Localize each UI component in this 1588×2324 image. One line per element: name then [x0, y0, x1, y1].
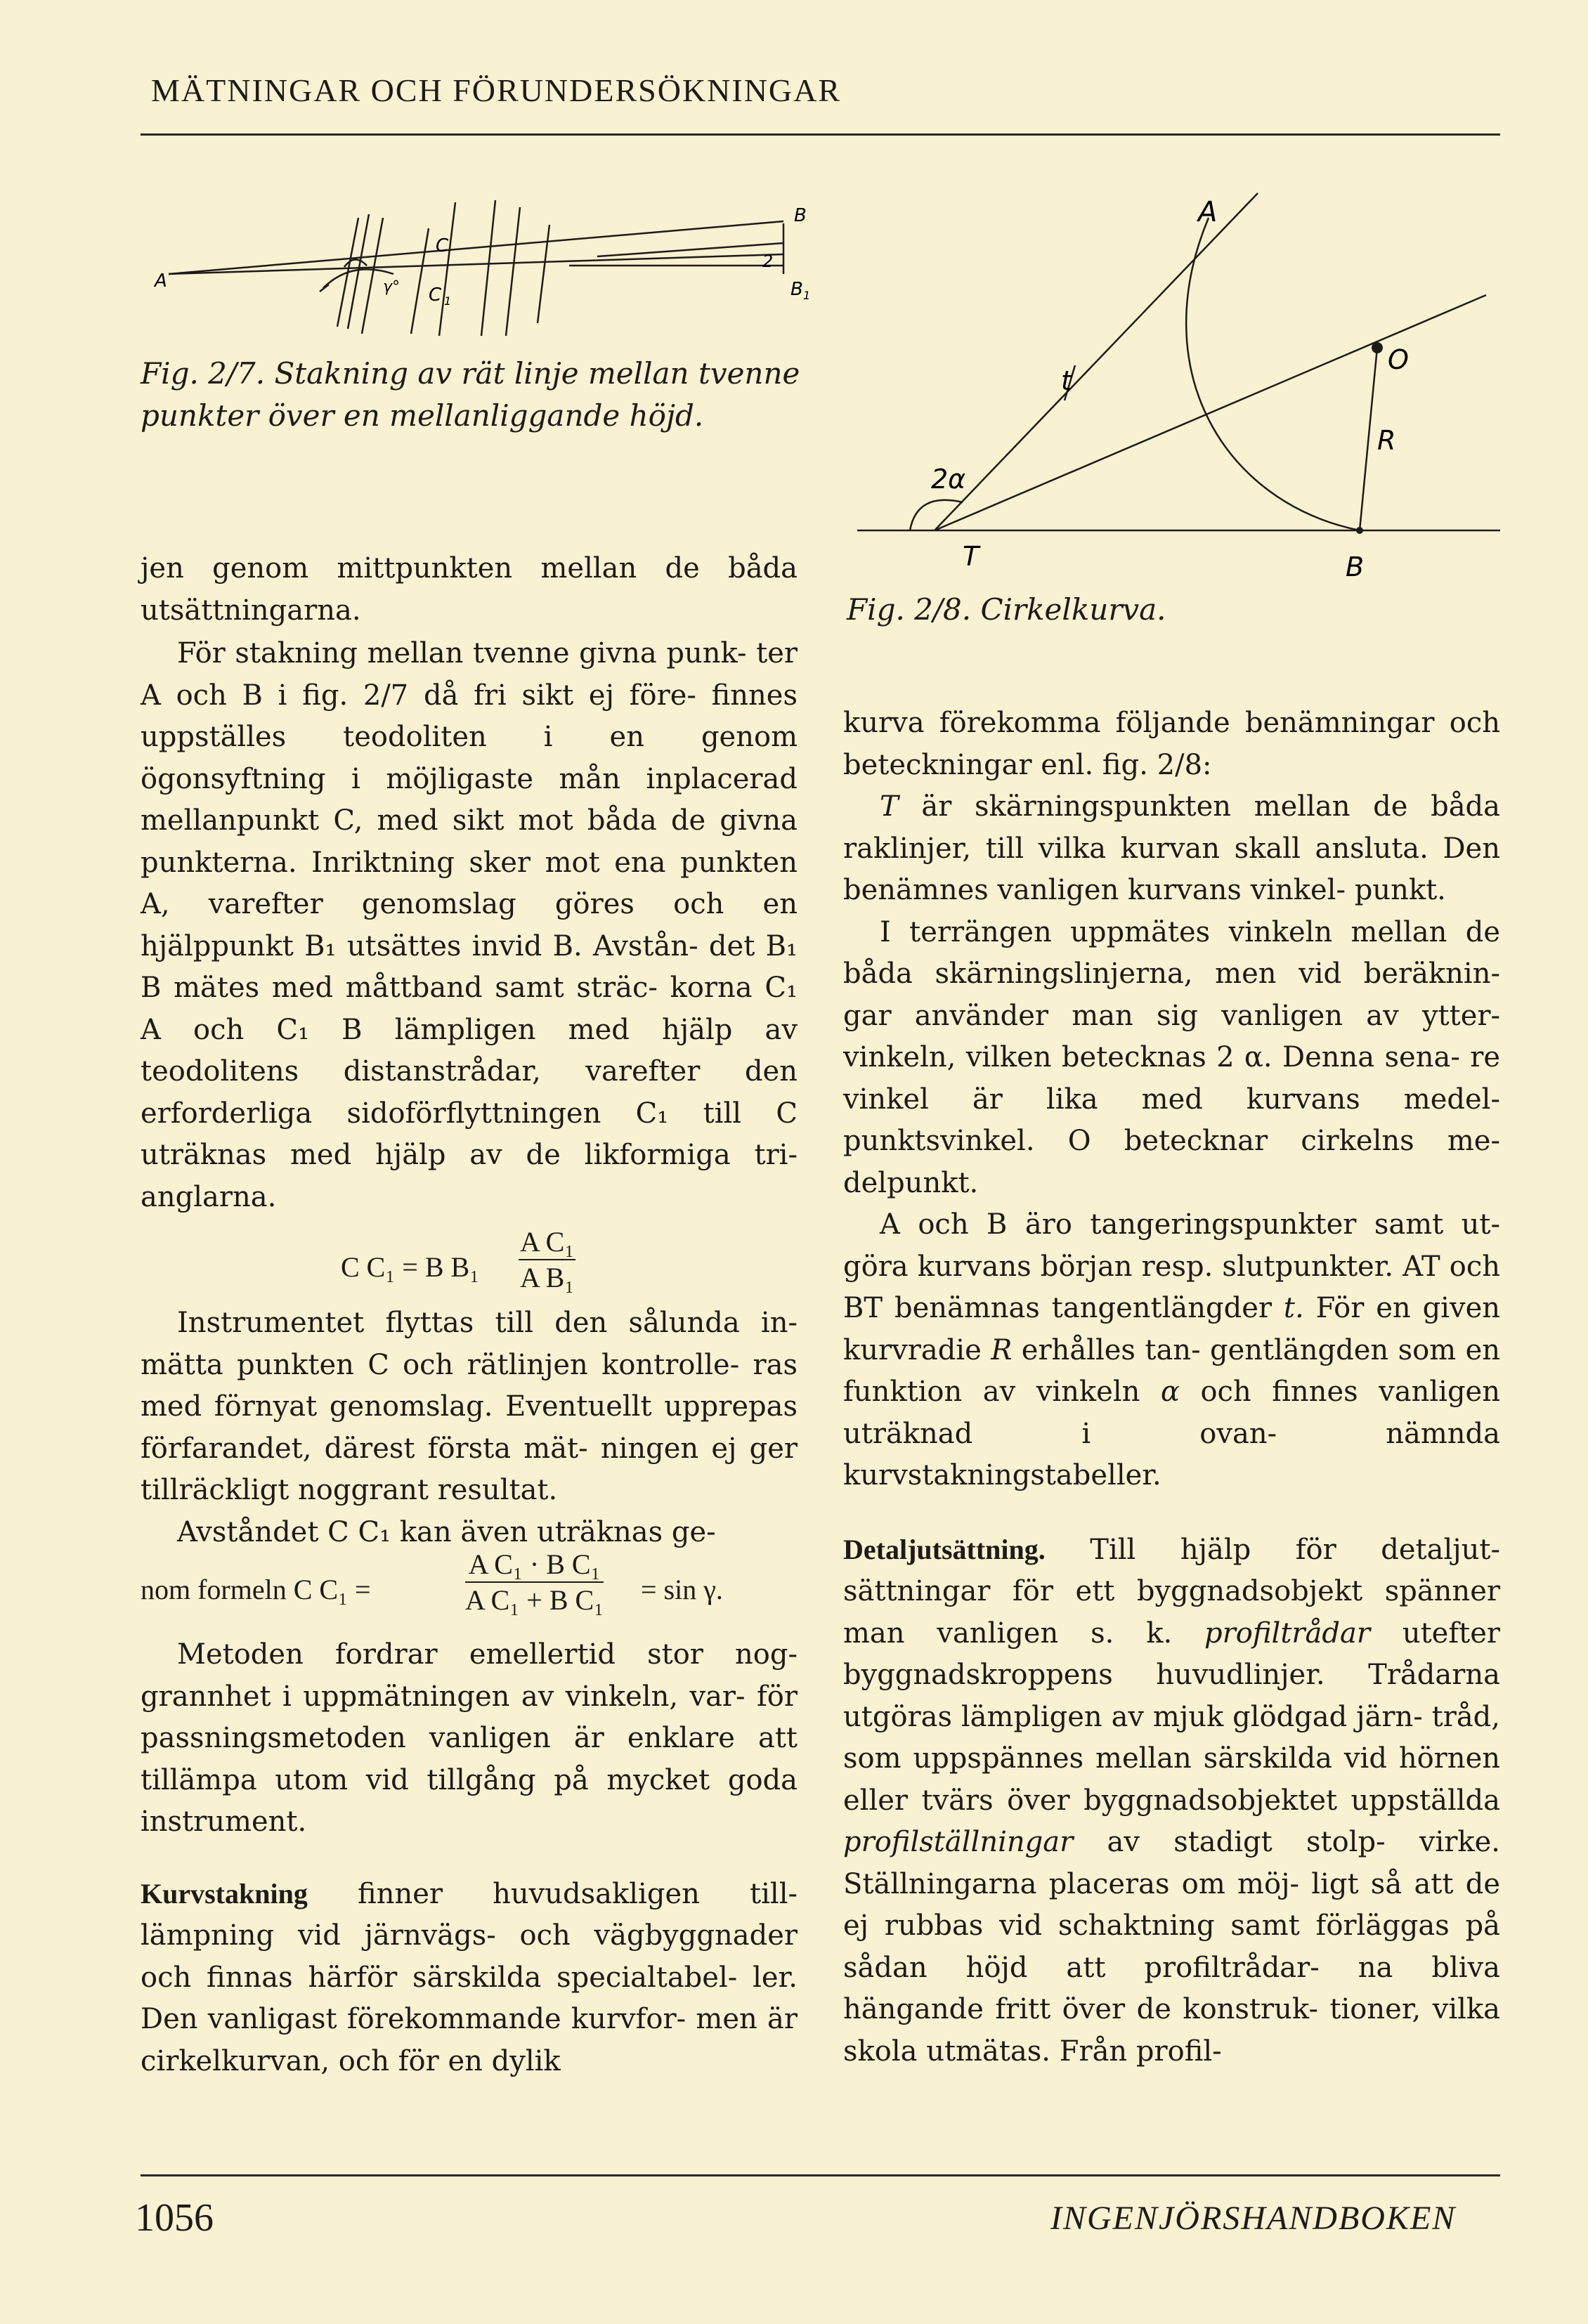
footer-rule	[141, 2174, 1500, 2176]
figure-2-7-diagram	[141, 176, 811, 351]
fig28-label-a: A	[1198, 196, 1218, 228]
figure-2-7-caption: Fig. 2/7. Stakning av rät linje mellan tvenne punkter över en mellanliggande höjd.	[141, 356, 800, 433]
page-number: 1056	[135, 2196, 214, 2240]
right-column	[843, 703, 1500, 2072]
formula1-numerator: A C₁	[519, 1225, 575, 1260]
formula-sine	[141, 1548, 798, 1634]
book-title: INGENJÖRSHANDBOKEN	[1050, 2200, 1457, 2237]
fig27-label-b1: B	[790, 279, 803, 300]
right-paragraph-5b: utefter byggnadskroppens huvudlinjer. Trådarna utgöras lämpligen av mjuk glödgad järn- tråd, som uppspännes mellan särskilda vid hörnen eller tvärs över byggnadsobjektet uppställda	[843, 1617, 1501, 1817]
left-paragraph-6	[141, 1873, 798, 2083]
formula2-suffix: = sin γ.	[641, 1574, 723, 1605]
fig27-label-angle: γ°	[383, 278, 401, 296]
kurvstakning-heading: Kurvstakning	[141, 1877, 308, 1910]
header-rule	[141, 133, 1500, 136]
formula1-fraction	[519, 1225, 575, 1295]
left-column	[141, 548, 798, 2082]
fig28-label-t: T	[963, 541, 980, 572]
left-paragraph-6-text: finner huvudsakligen till- lämpning vid järnvägs- och vägbyggnader och finnas härför särskilda specialtabel- ler. Den vanligast förekommande kurvfor- men är cirkelkurvan, och för en dylik	[141, 1877, 798, 2077]
formula2-fraction	[465, 1548, 604, 1618]
formula2-prefix: nom formeln C C₁ =	[141, 1574, 371, 1605]
right-paragraph-4c: erhålles tan- gentlängden som en funktion av vinkeln	[843, 1333, 1500, 1408]
fig27-label-c: C	[436, 235, 449, 256]
detaljutsattning-heading: Detaljutsättning.	[843, 1533, 1046, 1565]
right-paragraph-1: kurva förekomma följande benämningar och beteckningar enl. fig. 2/8:	[843, 707, 1500, 781]
fig28-label-b: B	[1346, 551, 1365, 582]
term-profiltradar: profiltrådar	[1204, 1617, 1370, 1650]
right-paragraph-4a: A och B äro tangeringspunkter samt ut- göra kurvans början resp. slutpunkter. AT och BT benämnas tangentlängder	[843, 1208, 1500, 1324]
left-paragraph-3: Instrumentet flyttas till den sålunda in- mätta punkten C och rätlinjen kontrolle- ras med förnyat genomslag. Eventuellt upprepas förfarandet, därest första mät- ningen ej ger tillräckligt noggrant resultat.	[141, 1307, 798, 1506]
right-paragraph-2	[843, 786, 1500, 912]
fig27-label-two: 2	[762, 252, 774, 271]
right-paragraph-2-text: är skärningspunkten mellan de båda raklinjer, till vilka kurvan skall ansluta. Den benämnes vanligen kurvans vinkel- punkt.	[843, 790, 1501, 906]
figure-2-8-caption: Fig. 2/8. Cirkelkurva.	[847, 592, 1166, 627]
right-paragraph-5c: av stadigt stolp- virke. Ställningarna placeras om möj- ligt så att de ej rubbas vid schaktning samt förläggas på sådan höjd att profiltrådar- na bliva hängande fritt över de konstruk- tioner, vilka skola utmätas. Från profil-	[843, 1826, 1500, 2068]
right-paragraph-5	[843, 1529, 1500, 2073]
right-paragraph-4	[843, 1204, 1500, 1497]
formula1-denominator: A B₁	[520, 1262, 575, 1293]
fig27-label-c1: C	[429, 285, 442, 306]
fig28-tangent-point-b	[1356, 527, 1363, 534]
fig28-label-o: O	[1388, 344, 1409, 375]
right-paragraph-4d: och finnes vanligen uträknad i ovan- nämnda kurvstakningstabeller.	[843, 1376, 1500, 1491]
formula2-numerator: A C₁ · B C₁	[465, 1548, 604, 1583]
fig27-label-b: B	[794, 205, 807, 226]
fig28-center-point	[1372, 342, 1383, 353]
symbol-t-length: t.	[1283, 1292, 1304, 1324]
symbol-t-point: T	[880, 790, 899, 823]
term-profilstallningar: profilställningar	[843, 1826, 1074, 1858]
left-paragraph-2: För stakning mellan tvenne givna punk- ter A och B i fig. 2/7 då fri sikt ej före- finnes uppställes teodoliten i en genom ögonsyftning i möjligaste mån inplacerad mellanpunkt C, med sikt mot båda de givna punkterna. Inriktning sker mot ena punkten A, varefter genomslag göres och en hjälppunkt B₁ utsättes invid B. Avstån- det B₁ B mätes med måttband samt sträc- korna C₁ A och C₁ B lämpligen med hjälp av teodolitens distanstrådar, varefter den erforderliga sidoförflyttningen C₁ till C uträknas med hjälp av de likformiga tri- anglarna.	[141, 637, 798, 1213]
right-paragraph-3: I terrängen uppmätes vinkeln mellan de båda skärningslinjerna, men vid beräknin- gar använder man sig vanligen av ytter- vinkeln, vilken betecknas 2 α. Denna sena- re vinkel är lika med kurvans medel- punktsvinkel. O betecknar cirkelns me- delpunkt.	[843, 915, 1500, 1199]
symbol-r-radius: R	[991, 1333, 1013, 1366]
formula1-lhs: C C₁ = B B₁	[341, 1251, 480, 1283]
formula2-denominator: A C₁ + B C₁	[465, 1584, 604, 1616]
left-paragraph-1: jen genom mittpunkten mellan de båda utsättningarna.	[141, 552, 798, 627]
right-paragraph-4b: För en given kurvradie	[843, 1292, 1500, 1366]
left-paragraph-5: Metoden fordrar emellertid stor nog- grannhet i uppmätningen av vinkeln, var- för passningsmetoden vanligen är enklare att tillämpa utom vid tillgång på mycket goda instrument.	[141, 1638, 798, 1838]
fig27-label-b1-sub: 1	[803, 289, 811, 302]
fig28-label-r: R	[1377, 425, 1396, 456]
fig28-label-two-alpha: 2α	[931, 464, 966, 495]
symbol-alpha: α	[1160, 1376, 1180, 1408]
figure-2-8-diagram	[843, 179, 1504, 594]
fig27-label-c1-sub: 1	[444, 294, 452, 308]
left-paragraph-4: Avståndet C C₁ kan även uträknas ge-	[177, 1515, 716, 1548]
right-paragraph-5a: Till hjälp för detaljut- sättningar för ett byggnadsobjekt spänner man vanligen s. k.	[843, 1533, 1500, 1650]
running-header: MÄTNINGAR OCH FÖRUNDERSÖKNINGAR	[151, 72, 842, 108]
fig28-label-t-length: t	[1061, 365, 1072, 396]
formula-similar-triangles	[141, 1218, 798, 1303]
fig27-label-a: A	[155, 270, 167, 292]
